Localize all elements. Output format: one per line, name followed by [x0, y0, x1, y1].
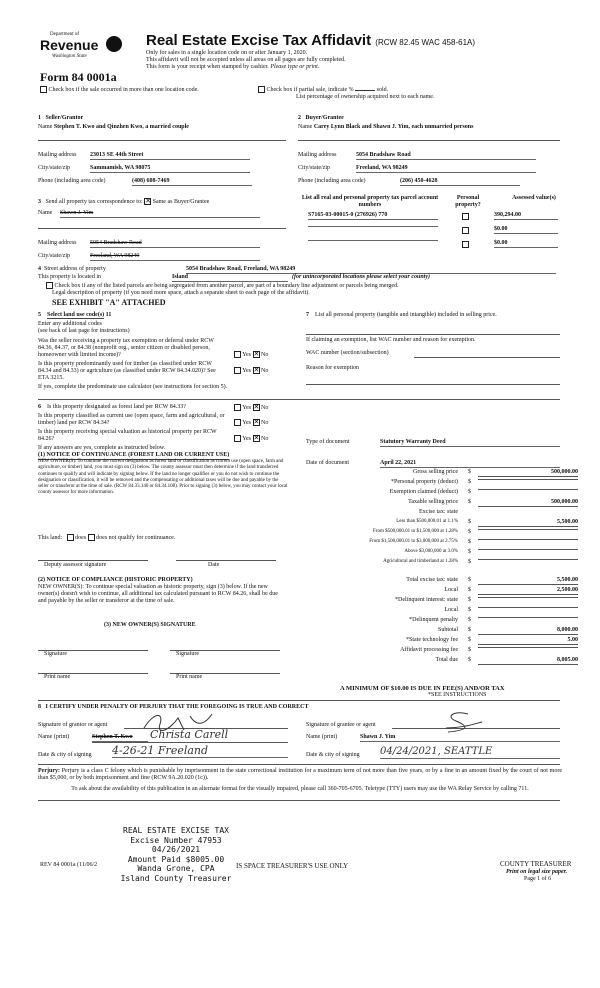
tax-totals-row — [308, 617, 578, 626]
tax-label: Subtotal — [437, 627, 458, 633]
q6-2-no: No — [261, 419, 269, 426]
q6-1-options — [234, 404, 268, 412]
q5-1: Was the seller receiving a property tax exemption or deferral under RCW 84.36, 84.37, or 84.38 (nonprofit org., senior citizen or disabled person, homeowner with limited income)? — [38, 338, 214, 359]
correspond-row — [38, 198, 209, 206]
land-use-label: Select land use code(s) — [47, 312, 105, 318]
tax-value[interactable]: 5,500.00 — [478, 577, 578, 585]
tax-label: Excise tax: state — [419, 509, 458, 515]
tax-value[interactable]: 500,000.00 — [478, 469, 578, 477]
logo-mark-icon — [106, 36, 122, 52]
land-use-code[interactable]: 11 — [105, 312, 112, 318]
dollar-sign: $ — [468, 499, 471, 505]
header-note1: Only for sales in a single location code on or after January 1, 2020. — [146, 50, 308, 56]
personal-property-label: List all personal property (tangible and intangible) included in selling price. — [315, 312, 497, 318]
tax-value[interactable] — [478, 647, 578, 648]
tax-label: *Personal property (deduct) — [391, 479, 458, 485]
exhibit-text: SEE EXHIBIT "A" ATTACHED — [52, 298, 166, 307]
minimum-notice: A MINIMUM OF $10.00 IS DUE IN FEE(S) AND/OR TAX — [340, 685, 505, 692]
parcel-row-1[interactable]: S7165-03-00015-0 (276926) 770 — [308, 212, 438, 220]
deputy-date-label: Date — [208, 562, 220, 568]
see-instructions: *SEE INSTRUCTIONS — [428, 692, 487, 698]
partial-sale-label: Check box if partial sale, indicate % — [266, 86, 354, 93]
grantor-name-field[interactable]: Stephen T. Kwo — [92, 734, 148, 742]
tax-label: Less than $500,000.01 at 1.1% — [396, 519, 458, 524]
same-as-buyer-label: Same as Buyer/Grantee — [152, 198, 210, 205]
land-doesnot: does not qualify for continuance. — [96, 534, 176, 541]
q6-3-no-checkbox[interactable] — [253, 435, 260, 442]
dollar-sign: $ — [468, 577, 471, 583]
q5-2-options — [234, 367, 268, 375]
tax-label: Taxable selling price — [408, 499, 458, 505]
county-label: This property is located in — [38, 274, 101, 280]
q6-2-yes-checkbox[interactable] — [234, 419, 241, 426]
parcel-header-1: List all real and personal property tax parcel account numbers — [301, 195, 439, 209]
buyer-heading — [298, 115, 344, 122]
form-title — [146, 32, 475, 50]
tax-value[interactable] — [478, 529, 578, 530]
tax-label: *Delinquent penalty — [409, 617, 458, 623]
dollar-sign: $ — [468, 519, 471, 525]
q5-3: If yes, complete the predominate use calculator (see instructions for section 5). — [38, 384, 228, 390]
parcel-value-2[interactable]: $0.00 — [494, 226, 558, 234]
header-note3b: Please type or print. — [270, 64, 320, 70]
property-label: Street address of property — [44, 266, 106, 272]
parcel-1-personal-checkbox[interactable] — [462, 213, 469, 220]
dollar-sign: $ — [468, 469, 471, 475]
correspond-name-field[interactable]: Shawn J. Yim — [60, 210, 260, 218]
parcel-value-3[interactable]: $0.00 — [494, 240, 558, 248]
seller-heading-text: Seller/Grantor — [45, 115, 84, 121]
q6-3-yes: Yes — [242, 435, 252, 442]
buyer-city-label: City/state/zip — [298, 165, 330, 171]
buyer-heading-text: Buyer/Grantee — [305, 115, 344, 121]
tax-label: *State technology fee — [406, 637, 458, 643]
land-label: This land: — [38, 534, 63, 541]
dollar-sign: $ — [468, 489, 471, 495]
tax-value[interactable] — [478, 539, 578, 540]
seller-phone-field[interactable]: (408) 608-7469 — [132, 178, 252, 186]
form-number: Form 84 0001a — [40, 70, 117, 84]
grantor-sig-label: Signature of grantor or agent — [38, 722, 108, 728]
header-note3-text: This form is your receipt when stamped by cashier. — [146, 64, 269, 70]
parcel-row-3[interactable] — [308, 240, 438, 241]
tax-value[interactable] — [478, 559, 578, 560]
seller-mail-label: Mailing address — [38, 152, 77, 158]
seller-heading — [38, 115, 83, 122]
land-does-checkbox[interactable] — [67, 534, 74, 541]
land-doesnot-checkbox[interactable] — [88, 534, 95, 541]
land-qualify-row — [38, 534, 175, 542]
certify-text: I CERTIFY UNDER PENALTY OF PERJURY THAT THE FOREGOING IS TRUE AND CORRECT — [45, 704, 309, 710]
q6-1: Is this property designated as forest land per RCW 84.33? — [47, 404, 186, 410]
seller-city-label: City/state/zip — [38, 165, 70, 171]
q6-3: Is this property receiving special valuation as historical property per RCW 84.26? — [38, 429, 217, 443]
tax-brackets-row — [308, 539, 578, 548]
tax-label: Local — [444, 587, 458, 593]
tax-brackets-row — [308, 549, 578, 558]
land-does: does — [75, 534, 87, 541]
tax-totals-row — [308, 637, 578, 646]
doc-date-field[interactable]: April 22, 2021 — [380, 460, 560, 468]
tax-totals-row — [308, 597, 578, 606]
buyer-num: 2 — [298, 115, 301, 121]
dollar-sign: $ — [468, 479, 471, 485]
tax-value[interactable] — [478, 479, 578, 480]
tax-label: Gross selling price — [413, 469, 458, 475]
tax-value[interactable]: 5.00 — [478, 637, 578, 645]
tax-top-row — [308, 479, 578, 488]
q5-2-yes: Yes — [242, 367, 252, 374]
tax-value[interactable] — [478, 489, 578, 490]
grantor-date-field[interactable]: 4-26-21 Freeland — [112, 744, 288, 758]
grantee-name-label: Name (print) — [306, 734, 338, 740]
tax-label: Agricultural and timberland at 1.28% — [383, 559, 458, 564]
correspond-mail-label: Mailing address — [38, 240, 77, 246]
seller-name-row — [38, 124, 189, 131]
seller-name[interactable]: Stephen T. Kwo and Qinzhen Kwo, a married couple — [53, 124, 189, 130]
page-number: Page 1 of 6 — [524, 876, 552, 882]
logo-line1: Department of — [50, 32, 80, 37]
legal-paper-note: Print on legal size paper. — [506, 869, 568, 875]
tax-label: From $1,500,000.01 to $3,000,000 at 2.75% — [369, 539, 458, 544]
property-row — [38, 266, 106, 273]
parcel-header-2: Personal property? — [455, 195, 481, 209]
logo-line2: Revenue — [40, 37, 99, 53]
county-field[interactable]: Island — [172, 274, 288, 282]
buyer-mail-label: Mailing address — [298, 152, 337, 158]
tax-value[interactable]: 5,500.00 — [478, 519, 578, 527]
section7-row — [306, 312, 566, 319]
same-as-buyer-checkbox[interactable] — [144, 198, 151, 205]
q6-1-no-checkbox[interactable] — [253, 404, 260, 411]
tax-totals-row — [308, 657, 578, 666]
new-owner-sig-heading: (3) NEW OWNER(S) SIGNATURE — [104, 622, 196, 628]
q5-1-no-checkbox[interactable] — [253, 351, 260, 358]
dollar-sign: $ — [468, 617, 471, 623]
tax-brackets-row — [308, 529, 578, 538]
q6-2-options — [234, 419, 268, 427]
notice-compliance-heading: (2) NOTICE OF COMPLIANCE (HISTORIC PROPERTY) — [38, 577, 193, 583]
tax-value[interactable]: 8,005.00 — [478, 657, 578, 665]
property-num: 4 — [38, 266, 41, 272]
correspond-text: Send all property tax correspondence to: — [45, 198, 143, 205]
q6-2: Is this property classified as current use (open space, farm and agricultural, or timber) land per RCW 84.34? — [38, 413, 225, 427]
buyer-phone-field[interactable]: (206) 450-4628 — [400, 178, 520, 186]
wac-label: WAC number (section/subsection) — [306, 350, 389, 356]
dollar-sign: $ — [468, 597, 471, 603]
tax-top-row — [308, 469, 578, 478]
seller-num: 1 — [38, 115, 41, 121]
seller-city-field[interactable]: Sammamish, WA 98075 — [90, 165, 250, 173]
multi-location-checkbox[interactable] — [40, 86, 47, 93]
header-note3 — [146, 64, 319, 71]
tax-top-row — [308, 499, 578, 508]
buyer-name-row — [298, 124, 473, 131]
tax-label: Total excise tax: state — [406, 577, 458, 583]
perjury-label: Perjury: — [38, 768, 60, 774]
buyer-name-label: Name — [298, 124, 313, 130]
county-note: (for unincorporated locations please select your county) — [292, 274, 430, 280]
multi-location-label: Check box if the sale occurred in more than one location code. — [48, 86, 199, 93]
parcel-value-1[interactable]: 390,294.00 — [494, 212, 558, 220]
correspond-num: 3 — [38, 198, 41, 205]
treasurer-use: IS SPACE TREASURER'S USE ONLY — [236, 862, 349, 870]
q5-2: Is this property predominantly used for timber (as classified under RCW 84.34 and 84.33) or agriculture (as classified under RCW 84.34.020)? See ETA 3215. — [38, 361, 216, 382]
stamp-line5: Wanda Grone, CPA — [137, 864, 215, 874]
tax-label: Local — [444, 607, 458, 613]
q6-1-yes-checkbox[interactable] — [234, 404, 241, 411]
tax-label: Exemption claimed (deduct) — [389, 489, 458, 495]
grantee-date-label: Date & city of signing — [306, 752, 360, 758]
stamp-line1: REAL ESTATE EXCISE TAX — [123, 826, 229, 835]
notice-continuance-text: NEW OWNER(S): To continue the current designation as forest land or classification as current use (open space, farm and agriculture, or timber) land, you must sign on (3) below. The county assessor must then determine if the land transferred continues to qualify and will indicate by signing below. If the land no longer qualifies or you do not wish to continue the designation or classification, it will be removed and the compensating or additional taxes will be due and payable by the seller or transferor at the time of sale. (RCW 84.33.140 or 84.34.108). Prior to signing (3) below, you may contact your local county assessor for more information. — [38, 459, 288, 496]
tax-label: From $500,000.01 to $1,500,000 at 1.28% — [373, 529, 458, 534]
stamp-line3: 04/26/2021 — [151, 845, 201, 855]
buyer-mail-field[interactable]: 5054 Bradshaw Road — [356, 152, 536, 160]
tax-totals-row — [308, 647, 578, 656]
tax-value[interactable]: 8,000.00 — [478, 627, 578, 635]
tax-brackets-row — [308, 519, 578, 528]
dollar-sign: $ — [468, 549, 471, 555]
exempt-label: If claiming an exemption, list WAC number and reason for exemption. — [306, 337, 476, 343]
add-codes-label: Enter any additional codes — [38, 321, 102, 327]
correspond-city-field[interactable]: Freeland, WA 98249 — [90, 253, 260, 261]
tax-value[interactable] — [478, 617, 578, 618]
doc-date-label: Date of document — [306, 460, 349, 466]
q5-2-yes-checkbox[interactable] — [234, 367, 241, 374]
grantor-date-label: Date & city of signing — [38, 752, 92, 758]
correspond-city-label: City/state/zip — [38, 253, 70, 259]
dollar-sign: $ — [468, 637, 471, 643]
treasurer-stamp — [120, 826, 232, 884]
property-address-field[interactable]: 5054 Bradshaw Road, Freeland, WA 98249 — [186, 266, 556, 274]
q6-1-no: No — [261, 404, 269, 411]
q6-3-yes-checkbox[interactable] — [234, 435, 241, 442]
tax-value[interactable] — [478, 607, 578, 608]
section6-num: 6 — [38, 404, 41, 410]
buyer-phone-label: Phone (including area code) — [298, 178, 366, 184]
tax-totals-row — [308, 577, 578, 586]
dor-logo — [40, 32, 126, 68]
partial-sale-checkbox[interactable] — [258, 86, 265, 93]
segregated-row — [46, 282, 399, 290]
reason-label: Reason for exemption — [306, 365, 359, 371]
q6-3-no: No — [261, 435, 269, 442]
q5-1-options — [234, 351, 268, 359]
owner-print-label-1: Print name — [44, 674, 71, 680]
parcel-header-3: Assessed value(s) — [512, 195, 556, 201]
segregated-label: Check box if any of the listed parcels are being segregated from another parcel, are part of a boundary line adjustment or parcels being merged. — [54, 282, 399, 289]
header-note2: This affidavit will not be accepted unless all areas on all pages are fully completed. — [146, 57, 346, 63]
partial-sale-note: List percentage of ownership acquired next to each name. — [296, 94, 435, 100]
q6-3-options — [234, 435, 268, 443]
stamp-line4: Amount Paid $8005.00 — [127, 854, 225, 864]
tax-value[interactable] — [478, 597, 578, 598]
dollar-sign: $ — [468, 529, 471, 535]
title-ref: (RCW 82.45 WAC 458-61A) — [375, 38, 476, 47]
stamp-line2: Excise Number 47953 — [130, 835, 222, 845]
dollar-sign: $ — [468, 607, 471, 613]
q6-1-row — [38, 404, 186, 411]
q5-1-yes: Yes — [242, 351, 252, 358]
dollar-sign: $ — [468, 657, 471, 663]
tax-top-row — [308, 489, 578, 498]
partial-sale-row — [258, 86, 388, 94]
tax-value[interactable] — [478, 549, 578, 550]
multi-location-row — [40, 86, 199, 94]
add-codes-note: (see back of last page for instructions) — [38, 328, 130, 334]
q5-2-no-checkbox[interactable] — [253, 367, 260, 374]
grantee-date-field[interactable]: 04/24/2021, SEATTLE — [380, 746, 560, 759]
q5-1-no: No — [261, 351, 269, 358]
q6-2-yes: Yes — [242, 419, 252, 426]
q5-1-yes-checkbox[interactable] — [234, 351, 241, 358]
seller-name-label: Name — [38, 124, 53, 130]
grantee-name-field[interactable]: Shawn J. Yim — [360, 734, 560, 742]
parcel-3-personal-checkbox[interactable] — [462, 241, 469, 248]
dollar-sign: $ — [468, 559, 471, 565]
q6-4: If any answers are yes, complete as instructed below. — [38, 445, 166, 451]
title-text: Real Estate Excise Tax Affidavit — [146, 32, 372, 49]
stamp-line6: Island County Treasurer — [120, 873, 232, 883]
notice-continuance-heading: (1) NOTICE OF CONTINUANCE (FOREST LAND OR CURRENT USE) — [38, 452, 229, 460]
accessibility-text: To ask about the availability of this publication in an alternate format for the visually impaired, please call 360-705-6705. Teletype (TTY) users may use the WA Relay Service by calling 711. — [71, 786, 529, 792]
perjury-text — [38, 768, 562, 782]
dollar-sign: $ — [468, 587, 471, 593]
section8-num: 8 — [38, 704, 41, 710]
segregated-checkbox[interactable] — [46, 282, 53, 289]
perjury-body: Perjury is a class C felony which is punishable by imprisonment in the state correctional institution for a maximum term of not more than five years, or by a fine in an amount fixed by the court of not more than $5,000, or by both imprisonment and fine (RCW 9A.20.020 (1c)). — [38, 768, 562, 782]
deputy-sig-label: Deputy assessor signature — [44, 562, 107, 568]
owner-sig-label-2: Signature — [176, 651, 199, 657]
tax-label: Total due — [435, 657, 458, 663]
correspond-mail-field[interactable]: 5054 Bradshaw Road — [90, 240, 260, 248]
q6-1-yes: Yes — [242, 404, 252, 411]
legal-desc-label: Legal description of property (if you need more space, attach a separate sheet to each page of the affidavit). — [52, 290, 310, 296]
dollar-sign: $ — [468, 627, 471, 633]
parcel-row-2[interactable] — [308, 226, 438, 227]
land-use-row — [38, 312, 111, 319]
tax-label: Affidavit processing fee — [400, 647, 458, 653]
tax-top-row — [308, 509, 578, 518]
grantee-signature[interactable] — [426, 710, 486, 734]
buyer-city-field[interactable]: Freeland, WA 98249 — [356, 165, 536, 173]
parcel-2-personal-checkbox[interactable] — [462, 227, 469, 234]
q5-2-no: No — [261, 367, 269, 374]
tax-brackets-row — [308, 559, 578, 568]
seller-phone-label: Phone (including area code) — [38, 178, 106, 184]
seller-mail-field[interactable]: 23013 SE 44th Street — [90, 152, 250, 160]
section5-num: 5 — [38, 312, 41, 318]
notice-compliance-text: NEW OWNER(S): To continue special valuation as historic property, sign (3) below. If the new owner(s) doesn't wish to continue, all additional tax calculated pursuant to RCW 84.26, shall be due and payable by the seller or transferor at the time of sale. — [38, 584, 278, 605]
tax-value[interactable]: 2,500.00 — [478, 587, 578, 595]
doc-type-field[interactable]: Statutory Warranty Deed — [380, 439, 560, 447]
tax-totals-row — [308, 607, 578, 616]
logo-line3: Washington State — [52, 54, 87, 59]
tax-totals-row — [308, 627, 578, 636]
grantor-agent-sig[interactable]: Christa Carell — [150, 728, 229, 741]
owner-sig-label-1: Signature — [44, 651, 67, 657]
rev-number: REV 84 0001a (11/06/2 — [40, 862, 98, 868]
correspond-name-label: Name — [38, 210, 53, 216]
dollar-sign: $ — [468, 647, 471, 653]
buyer-name[interactable]: Carey Lynn Black and Shawn J. Yim, each unmarried persons — [313, 124, 474, 130]
tax-label: *Delinquent interest: state — [395, 597, 458, 603]
tax-value[interactable]: 500,000.00 — [478, 499, 578, 507]
owner-print-label-2: Print name — [176, 674, 203, 680]
partial-sold-label: sold. — [376, 86, 389, 93]
grantor-name-label: Name (print) — [38, 734, 70, 740]
grantee-signature-icon — [426, 710, 486, 734]
doc-type-label: Type of document — [306, 439, 350, 445]
dollar-sign: $ — [468, 539, 471, 545]
grantee-sig-label: Signature of grantee or agent — [306, 722, 376, 728]
tax-label: Above $3,000,000 at 3.0% — [404, 549, 458, 554]
county-treasurer: COUNTY TREASURER — [500, 860, 572, 868]
section7-num: 7 — [306, 312, 309, 318]
q6-2-no-checkbox[interactable] — [253, 419, 260, 426]
tax-totals-row — [308, 587, 578, 596]
